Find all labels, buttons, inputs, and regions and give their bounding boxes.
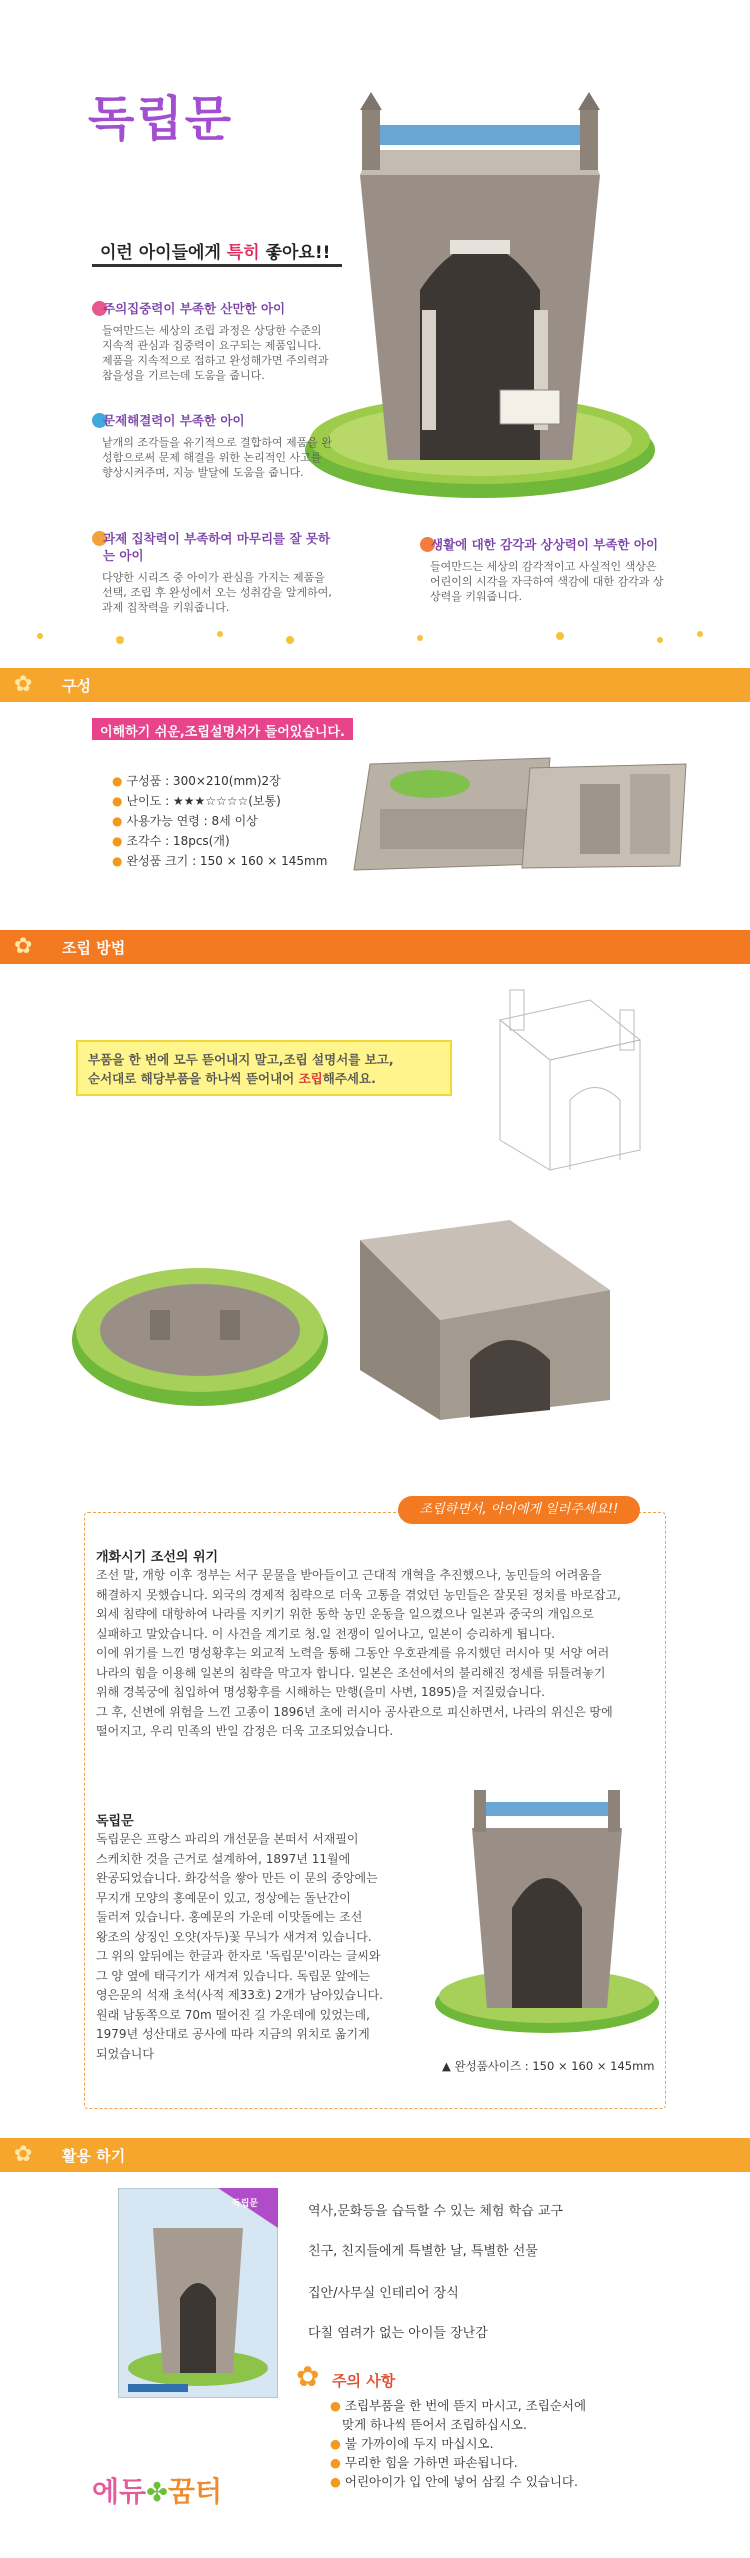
clover-icon: ✤ — [146, 2478, 168, 2508]
history-paragraph: 조선 말, 개항 이후 정부는 서구 문물을 받아들이고 근대적 개혁을 추진했으나, 농민들의 어려움을 해결하지 못했습니다. 외국의 경제적 침략으로 더욱 고통을 겪었던 농민들은 잘못된 정치를 바로잡고, 외세 침략에 대항하여 나라를 지키기 위한 동학 농민 운동을 일으켰으나 일본과 중국의 개입으로 실패하고 말았습니다. 이 사건을 계기로 청.일 전쟁이 일어나고, 일본이 승리하게 됩니다. 이에 위기를 느낀 명성황후는 외교적 노력을 통해 그동안 우호관계를 유지했던 러시아 및 서양 여러 나라의 힘을 이용해 일본의 침략을 막고자 합니다. 일본은 조선에서의 불리해진 정세를 뒤틀려놓기 위해 경복궁에 침입하여 명성황후를 시해하는 만행(을미 사변, 1895)을 저질렀습니다. 그 후, 신변에 위험을 느낀 고종이 1896년 초에 러시아 공사관으로 피신하면서, 나라의 위신은 땅에 떨어지고, 우리 민족의 반일 감정은 더욱 고조되었습니다. — [96, 1568, 621, 1738]
section-banner-usage: ✿ 활용 하기 — [0, 2138, 750, 2172]
composition-badge: 이해하기 쉬운,조립설명서가 들어있습니다. — [92, 718, 353, 740]
subtitle-underline — [92, 264, 342, 267]
caution-title: 주의 사항 — [332, 2372, 396, 2390]
caution-flower-icon: ✿ — [296, 2360, 320, 2393]
dongnipmun-paragraph: 독립문은 프랑스 파리의 개선문을 본떠서 서재필이 스케치한 것을 근거로 설계하여, 1897년 11월에 완공되었습니다. 화강석을 쌓아 만든 이 문의 중앙에는 무지개 모양의 홍예문이 있고, 정상에는 돌난간이 둘러져 있습니다. 홍예문의 가운데 이맛돌에는 조선 왕조의 상징인 오얏(자두)꽃 무늬가 새겨져 있습니다. 그 위의 앞뒤에는 한글과 한자로 '독립문'이라는 글씨와 그 양 옆에 태극기가 새겨져 있습니다. 독립문 앞에는 영은문의 석재 초석(사적 제33호) 2개가 남아있습니다. 원래 남동쪽으로 70m 떨어진 길 가운데에 있었는데, 1979년 성산대로 공사에 따라 지금의 위치로 옮기게 되었습니다 — [96, 1832, 383, 2061]
brand-logo: 에듀✤꿈터 — [92, 2475, 223, 2508]
flower-icon: ✿ — [14, 934, 33, 959]
history-heading: 개화시기 조선의 위기 — [96, 1550, 219, 1565]
puzzle-sheets-image — [350, 754, 690, 878]
assembly-parts-image — [70, 1200, 670, 1434]
spec-item: ● 조각수 : 18pcs(개) — [112, 834, 230, 848]
assembly-wireframe — [470, 980, 670, 1184]
section-banner-composition: ✿ 구성 — [0, 668, 750, 702]
flower-icon: ✿ — [14, 2142, 33, 2167]
feature-imagination: 생활에 대한 감각과 상상력이 부족한 아이 들여만드는 세상의 감각적이고 사실적인 색상은 어린이의 시각을 자극하여 색감에 대한 감각과 상상력을 키워줍니다. — [420, 536, 670, 604]
monument-small-image — [432, 1768, 662, 2042]
usage-item: 친구, 친지들에게 특별한 날, 특별한 선물 — [308, 2244, 538, 2259]
feature-attention: 주의집중력이 부족한 산만한 아이 들여만드는 세상의 조립 과정은 상당한 수준의 지속적 관심과 집중력이 요구되는 제품입니다. 제품을 지속적으로 접하고 완성해가면 주의력과 참을성을 기르는데 도움을 줍니다. — [92, 300, 332, 383]
assembly-instruction-box: 부품을 한 번에 모두 뜯어내지 말고,조립 설명서를 보고, 순서대로 해당부품을 하나씩 뜯어내어 조립해주세요. — [76, 1040, 452, 1096]
spec-item: ● 사용가능 연령 : 8세 이상 — [112, 814, 258, 828]
usage-item: 집안/사무실 인테리어 장식 — [308, 2286, 459, 2301]
usage-item: 역사,문화등을 습득할 수 있는 체험 학습 교구 — [308, 2204, 563, 2219]
spec-item: ● 난이도 : ★★★☆☆☆☆(보통) — [112, 794, 281, 808]
flower-icon: ✿ — [14, 672, 33, 697]
product-box-image — [118, 2188, 278, 2402]
dongnipmun-heading: 독립문 — [96, 1814, 134, 1829]
caution-list: ● 조립부품을 한 번에 뜯지 마시고, 조립순서에 맞게 하나씩 뜯어서 조립하십시오. ● 불 가까이에 두지 마십시오. ● 무리한 힘을 가하면 파손됩니다. ● 어린아이가 입 안에 넣어 삼킬 수 있습니다. — [330, 2398, 587, 2489]
spec-item: ● 구성품 : 300×210(mm)2장 — [112, 774, 281, 788]
section-banner-assembly: ✿ 조립 방법 — [0, 930, 750, 964]
size-caption: ▲ 완성품사이즈 : 150 × 160 × 145mm — [442, 2059, 655, 2073]
page-title: 독립문 — [88, 91, 234, 147]
feature-problem-solving: 문제해결력이 부족한 아이 낱개의 조각들을 유기적으로 결합하여 제품을 완성함으로써 문제 해결을 위한 논리적인 사고를 향상시켜주며, 지능 발달에 도움을 줍니다. — [92, 412, 332, 480]
note-badge: 조립하면서, 아이에게 일러주세요!! — [398, 1496, 640, 1524]
subtitle: 이런 아이들에게 특히 좋아요!! — [100, 243, 331, 263]
heart-decoration-row — [0, 628, 750, 648]
spec-item: ● 완성품 크기 : 150 × 160 × 145mm — [112, 854, 328, 868]
monument-illustration — [300, 80, 660, 500]
feature-task-persistence: 과제 집착력이 부족하여 마무리를 잘 못하는 아이 다양한 시리즈 중 아이가 관심을 가지는 제품을 선택, 조립 후 완성에서 오는 성취감을 알게하여, 과제 집착력을 키워줍니다. — [92, 530, 332, 615]
usage-item: 다칠 염려가 없는 아이들 장난감 — [308, 2326, 488, 2341]
product-box-label: 독립문 — [232, 2199, 259, 2209]
